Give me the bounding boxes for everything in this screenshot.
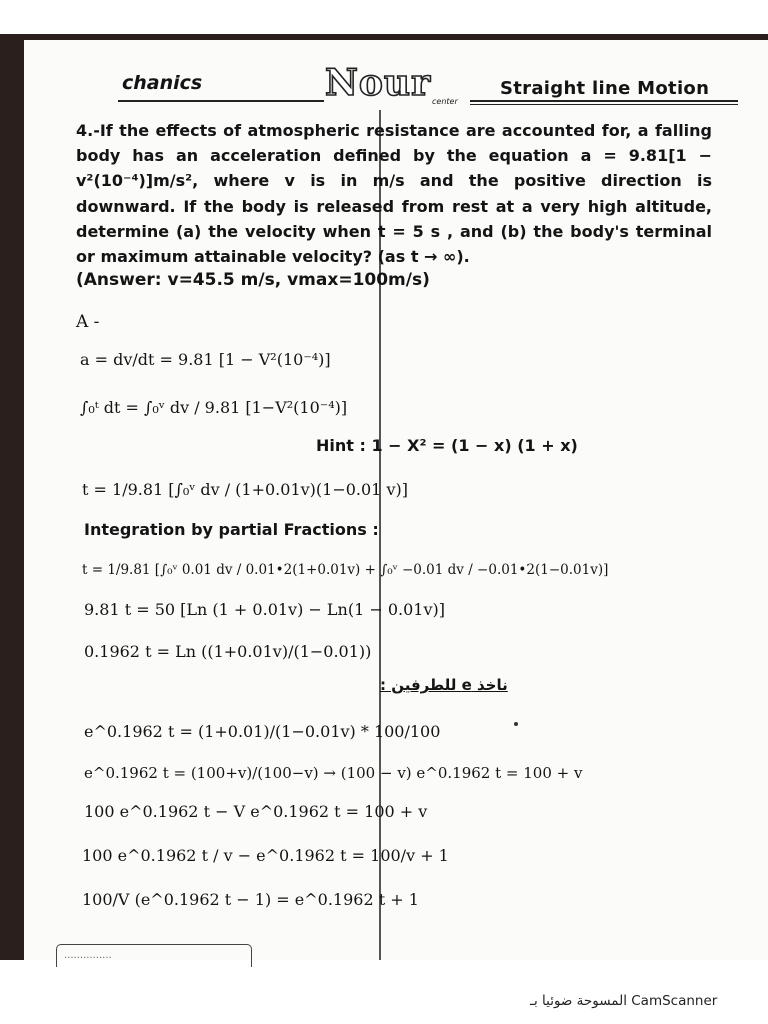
header-rule-left [118,100,324,102]
eq-exponential-1: e^0.1962 t = (1+0.01)/(1−0.01v) * 100/100 [84,722,441,741]
bottom-white-band [0,960,768,1024]
top-white-band [0,0,768,36]
problem-statement: 4.-If the effects of atmospheric resistance are accounted for, a falling body has an acceleration defined by the equation a = 9.81[1 − v²(10⁻⁴)]m/s², where v is in m/s and the positive direction is downward. If the body is released from rest at a very high altitude, determine (a) the velocity when t = 5 s , and (b) the body's terminal or maximum attainable velocity? (as t → ∞). [76,121,712,267]
header-rule-right-2 [470,104,738,105]
eq-exponential-2: e^0.1962 t = (100+v)/(100−v) → (100 − v) e^0.1962 t = 100 + v [84,764,583,782]
footer-label-text: ............... [64,950,112,961]
nour-logo-sub: center [432,97,458,106]
eq-log-form: 9.81 t = 50 [Ln (1 + 0.01v) − Ln(1 − 0.01v)] [84,600,445,619]
header-right-title: Straight line Motion [500,78,710,99]
stray-dot [514,722,518,726]
nour-logo: Nour [325,62,432,104]
camscanner-watermark: المسوحة ضوئيا بـ CamScanner [530,993,718,1009]
partial-fractions-heading: Integration by partial Fractions : [84,520,379,539]
header-rule-right-1 [470,100,738,102]
eq-exponential-4: 100 e^0.1962 t / v − e^0.1962 t = 100/v + 1 [82,846,449,865]
eq-time-integral: t = 1/9.81 [∫₀ᵛ dv / (1+0.01v)(1−0.01 v)] [82,480,408,499]
arabic-note: ناخذ e للطرفين : [380,676,508,694]
solution-part-a: A - [76,312,100,332]
header-left-title: chanics [122,72,203,94]
eq-exponential-3: 100 e^0.1962 t − V e^0.1962 t = 100 + v [84,802,428,821]
eq-partial-fractions: t = 1/9.81 [∫₀ᵛ 0.01 dv / 0.01•2(1+0.01v) + ∫₀ᵛ −0.01 dv / −0.01•2(1−0.01v)] [82,562,609,578]
eq-acceleration: a = dv/dt = 9.81 [1 − V²(10⁻⁴)] [80,350,331,369]
eq-integral-setup: ∫₀ᵗ dt = ∫₀ᵛ dv / 9.81 [1−V²(10⁻⁴)] [80,398,348,417]
scan-edge-left [0,34,24,964]
problem-answer: (Answer: v=45.5 m/s, vmax=100m/s) [76,270,430,290]
eq-log-simplified: 0.1962 t = Ln ((1+0.01v)/(1−0.01)) [84,642,372,661]
eq-exponential-5: 100/V (e^0.1962 t − 1) = e^0.1962 t + 1 [82,890,419,909]
hint-line: Hint : 1 − X² = (1 − x) (1 + x) [316,436,578,455]
